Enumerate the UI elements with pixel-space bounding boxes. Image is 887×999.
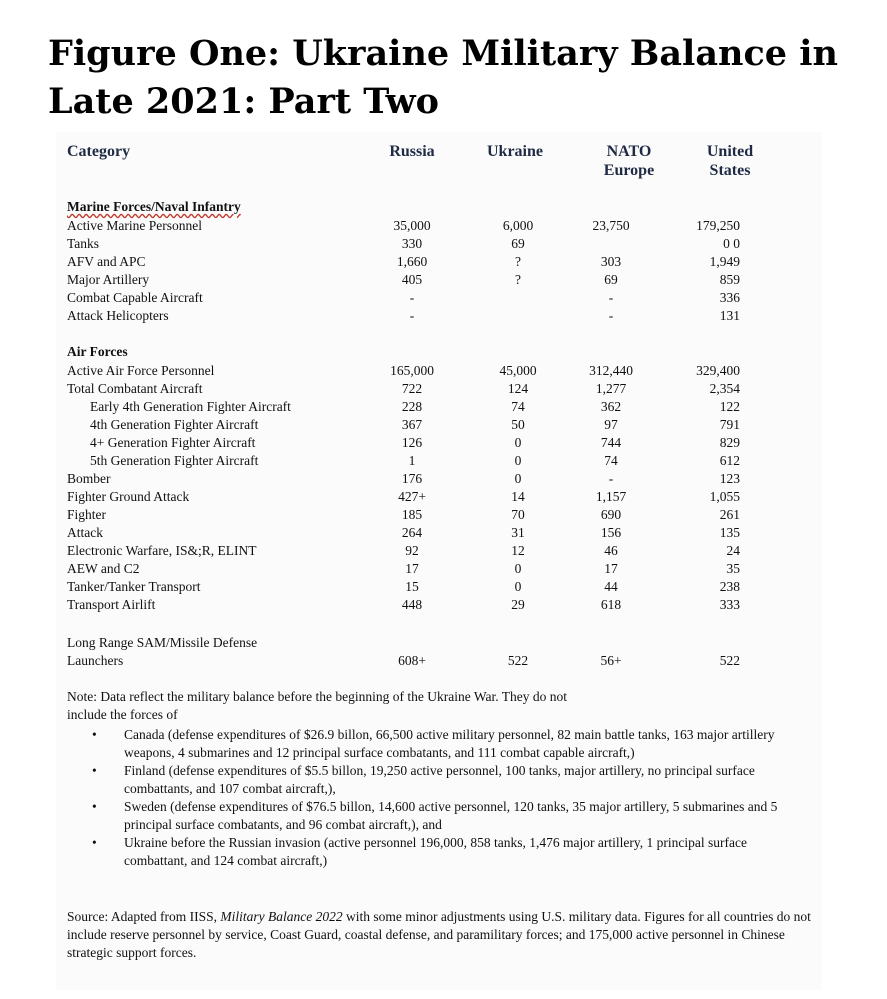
page-title: Figure One: Ukraine Military Balance in Late 2021: Part Two [48,33,838,122]
air-nato-value: 156 [600,525,622,540]
air-russia-value: 722 [401,381,423,396]
air-row-label: Fighter Ground Attack [67,489,190,504]
section-heading-marine: Marine Forces/Naval Infantry [67,199,241,214]
air-ukraine-value: 14 [511,489,525,504]
marine-nato-value: 69 [604,272,618,287]
header-nato-line2: Europe [603,162,655,179]
marine-nato-value: - [608,308,614,323]
air-row-label: Bomber [67,471,111,486]
sam-us: 522 [719,653,740,668]
note-line2: include the forces of [67,707,178,722]
marine-row-label: AFV and APC [67,254,146,269]
sam-russia: 608+ [398,653,426,668]
air-nato-value: 1,157 [595,489,627,504]
note-line1: Note: Data reflect the military balance before the beginning of the Ukraine War. They do not [67,689,567,704]
air-us-value: 333 [719,597,740,612]
air-ukraine-value: 31 [511,525,525,540]
note-bullet: • Ukraine before the Russian invasion (active personnel 196,000, 858 tanks, 1,476 major artillery, 1 principal surface combattant, and 124 combat aircraft,) [92,835,747,868]
sam-nato: 56+ [600,653,622,668]
bullet-icon: • [92,727,97,742]
marine-row-label: Tanks [67,236,100,251]
air-us-value: 24 [726,543,740,558]
air-ukraine-value: 0 [514,561,522,576]
air-ukraine-value: 12 [511,543,525,558]
source-note: Source: Adapted from IISS, Military Balance 2022 with some minor adjustments using U.S. military data. Figures for all countries do not include reserve personnel by service, Coast Guard, coastal defense, and paramilitary forces; and 175,000 active personnel in Chinese strategic support forces. [67,909,811,960]
air-row-label: 4+ Generation Fighter Aircraft [90,435,256,450]
air-row-label: Transport Airlift [67,597,156,612]
air-russia-value: 92 [405,543,419,558]
air-ukraine-value: 45,000 [499,363,537,378]
air-nato-value: 312,440 [589,363,633,378]
sam-label-line2: Launchers [67,653,124,668]
air-us-value: 791 [719,417,740,432]
air-russia-value: 264 [401,525,423,540]
sam-label-line1: Long Range SAM/Missile Defense [67,635,258,650]
air-nato-value: 97 [604,417,618,432]
air-row-label: Total Combatant Aircraft [67,381,203,396]
marine-nato-value: 23,750 [592,218,630,233]
air-russia-value: 176 [401,471,423,486]
header-nato-line1: NATO [606,143,652,160]
air-nato-value: 44 [604,579,618,594]
air-ukraine-value: 0 [514,453,522,468]
air-nato-value: 46 [604,543,618,558]
air-row-label: Active Air Force Personnel [67,363,215,378]
marine-ukraine-value: ? [515,254,521,269]
air-nato-value: 618 [600,597,622,612]
air-row-label: Electronic Warfare, IS&;R, ELINT [67,543,257,558]
air-ukraine-value: 29 [511,597,525,612]
marine-us-value: 1,949 [709,254,740,269]
air-row-label: Early 4th Generation Fighter Aircraft [90,399,291,414]
air-ukraine-value: 0 [514,471,522,486]
air-us-value: 261 [719,507,740,522]
air-nato-value: - [608,471,614,486]
header-us-line1: United [706,143,754,160]
air-ukraine-value: 124 [507,381,529,396]
bullet-icon: • [92,799,97,814]
air-row-label: Fighter [67,507,106,522]
section-heading-air: Air Forces [67,344,128,359]
note-bullet: • Canada (defense expenditures of $26.9 billon, 66,500 active military personnel, 82 main battle tanks, 163 major artillery weapons, 4 submarines and 12 principal surface combatants, and 111 combat capable aircraft,) [92,727,775,760]
air-us-value: 135 [719,525,740,540]
marine-us-value: 131 [719,308,740,323]
air-row-label: AEW and C2 [67,561,140,576]
air-ukraine-value: 0 [514,435,522,450]
air-russia-value: 165,000 [390,363,434,378]
air-russia-value: 17 [405,561,419,576]
marine-nato-value: 303 [600,254,622,269]
air-nato-value: 690 [600,507,622,522]
note-bullet: • Finland (defense expenditures of $5.5 billon, 19,250 active personnel, 100 tanks, major artillery, no principal surface combattants, and 107 combat aircraft,), [92,763,755,796]
air-nato-value: 17 [604,561,618,576]
marine-russia-value: 405 [401,272,423,287]
marine-russia-value: 35,000 [393,218,431,233]
air-us-value: 238 [719,579,740,594]
air-row-label: Tanker/Tanker Transport [67,579,201,594]
air-us-value: 329,400 [696,363,740,378]
air-nato-value: 74 [604,453,618,468]
air-ukraine-value: 0 [514,579,522,594]
air-us-value: 1,055 [709,489,740,504]
air-ukraine-value: 50 [511,417,525,432]
air-us-value: 829 [719,435,740,450]
marine-row-label: Major Artillery [67,272,150,287]
marine-row-label: Attack Helicopters [67,308,169,323]
air-row-label: 4th Generation Fighter Aircraft [90,417,259,432]
bullet-icon: • [92,763,97,778]
header-us-line2: States [709,162,751,179]
bullet-icon: • [92,835,97,850]
marine-russia-value: - [409,308,415,323]
marine-row-label: Combat Capable Aircraft [67,290,203,305]
air-ukraine-value: 74 [511,399,525,414]
header-ukraine: Ukraine [487,143,543,160]
marine-russia-value: 330 [401,236,423,251]
marine-ukraine-value: 6,000 [502,218,534,233]
air-nato-value: 362 [600,399,622,414]
marine-us-value: 0 0 [723,236,740,251]
air-russia-value: 126 [401,435,423,450]
air-ukraine-value: 70 [511,507,525,522]
marine-ukraine-value: ? [515,272,521,287]
air-us-value: 612 [719,453,740,468]
air-russia-value: 448 [401,597,423,612]
air-row-label: Attack [67,525,103,540]
marine-row-label: Active Marine Personnel [67,218,202,233]
air-russia-value: 1 [408,453,416,468]
air-us-value: 122 [719,399,740,414]
air-us-value: 123 [719,471,740,486]
marine-us-value: 179,250 [696,218,740,233]
header-russia: Russia [389,143,435,160]
air-russia-value: 367 [401,417,423,432]
marine-russia-value: 1,660 [396,254,428,269]
note-bullet-list [92,726,812,870]
air-russia-value: 427+ [398,489,426,504]
sam-ukraine: 522 [507,653,529,668]
air-nato-value: 744 [600,435,622,450]
marine-russia-value: - [409,290,415,305]
marine-us-value: 859 [719,272,740,287]
marine-nato-value: - [608,290,614,305]
air-nato-value: 1,277 [595,381,627,396]
air-russia-value: 185 [401,507,423,522]
header-category: Category [67,143,131,160]
air-us-value: 35 [726,561,740,576]
air-russia-value: 228 [401,399,423,414]
air-us-value: 2,354 [709,381,740,396]
air-russia-value: 15 [405,579,419,594]
note-bullet: • Sweden (defense expenditures of $76.5 billon, 14,600 active personnel, 120 tanks, 35 major artillery, 5 submarines and 5 principal surface combatants, and 96 combat aircraft,), and [92,799,778,832]
marine-ukraine-value: 69 [511,236,525,251]
air-row-label: 5th Generation Fighter Aircraft [90,453,259,468]
marine-us-value: 336 [719,290,740,305]
